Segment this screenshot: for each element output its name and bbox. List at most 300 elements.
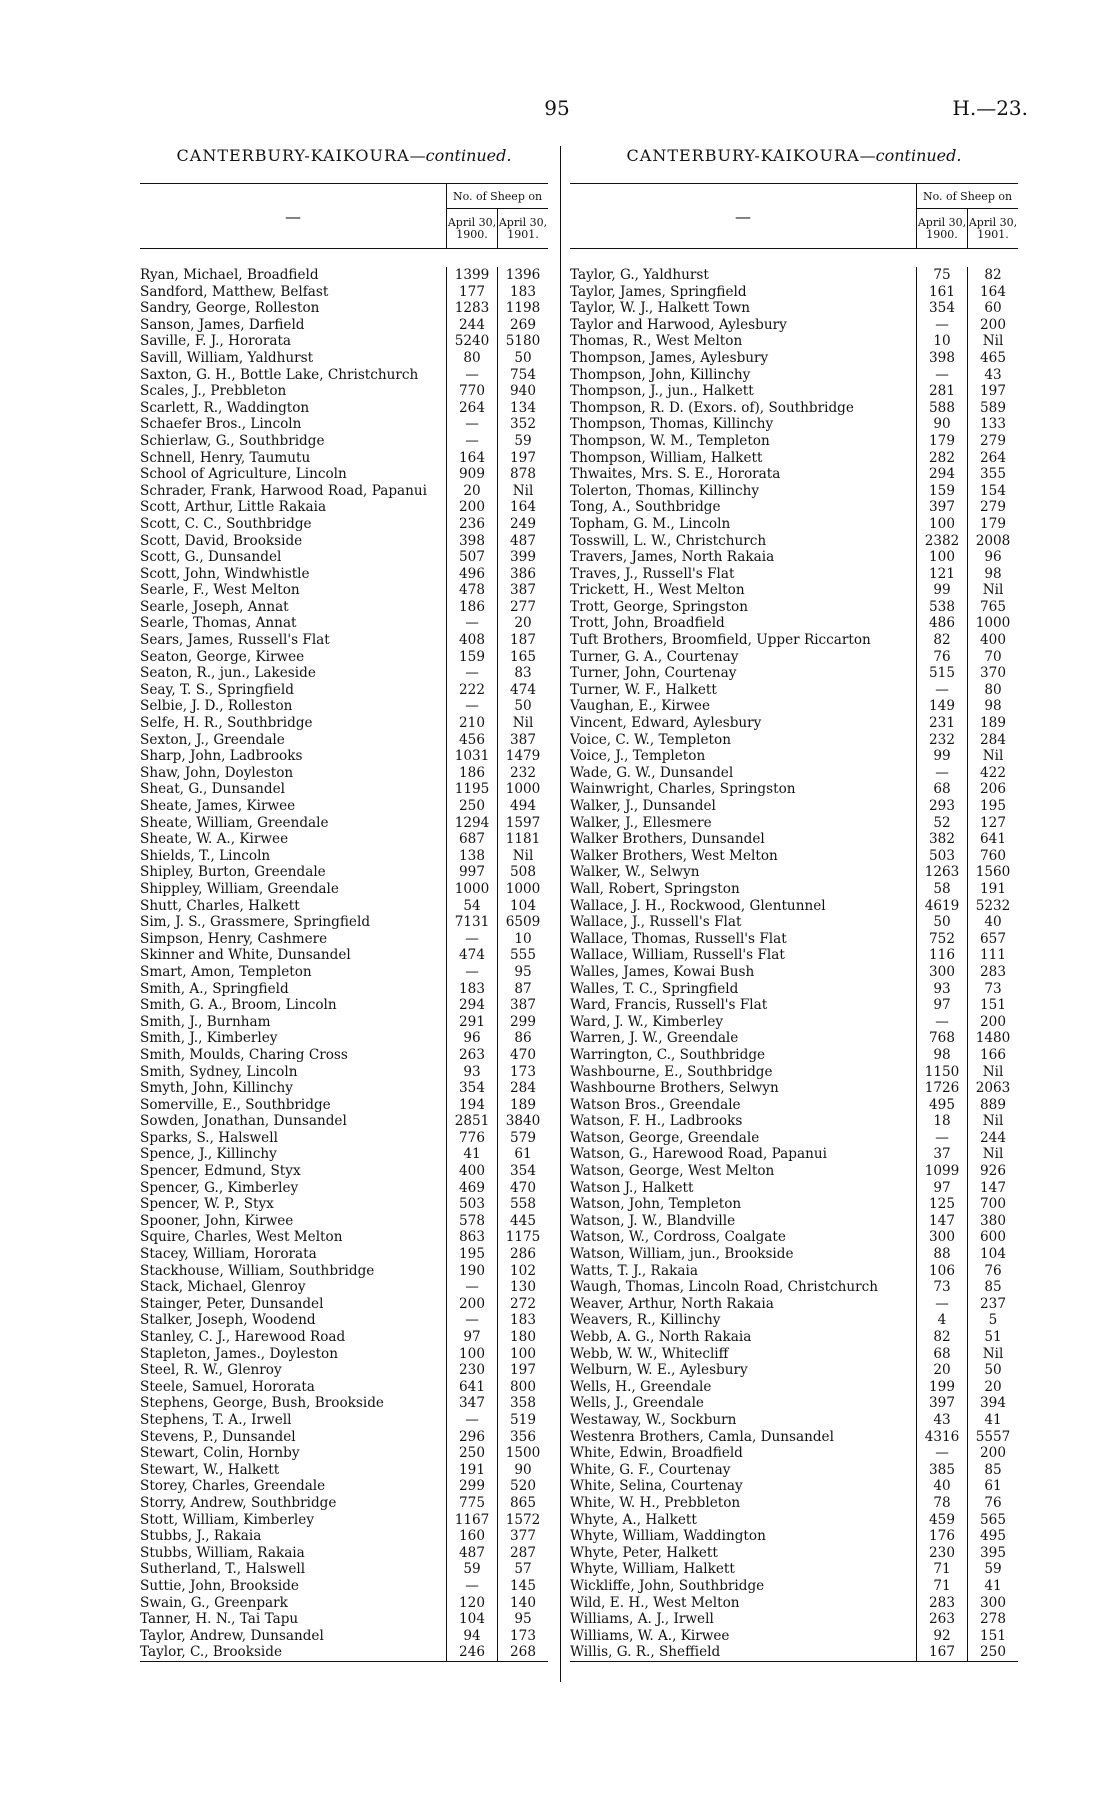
table-row: [570, 848, 1018, 865]
owner-name: Saville, F. J., Hororata: [140, 333, 292, 350]
owner-name: Steele, Samuel, Hororata: [140, 1378, 315, 1395]
owner-name: Walker, J., Ellesmere: [570, 814, 712, 831]
table-row: [570, 1644, 1018, 1661]
table-row: [570, 1113, 1018, 1130]
sheep-1901: 200: [967, 317, 1018, 334]
table-row: [140, 1595, 548, 1612]
sheep-1901: 589: [967, 400, 1018, 417]
sheep-1900: 776: [446, 1130, 497, 1147]
sheep-1901: 495: [967, 1528, 1018, 1545]
sheep-1900: 160: [446, 1528, 497, 1545]
sheep-1900: 37: [916, 1146, 967, 1163]
table-row: [140, 1395, 548, 1412]
sheep-1901: 41: [967, 1412, 1018, 1429]
sheep-1901: 133: [967, 416, 1018, 433]
owner-name: White, W. H., Prebbleton: [570, 1494, 741, 1511]
left-table-header: [140, 183, 548, 249]
table-row: [570, 284, 1018, 301]
owner-name: Tong, A., Southbridge: [570, 499, 721, 516]
owner-name: Wells, J., Greendale: [570, 1395, 704, 1412]
table-row: [140, 1445, 548, 1462]
sheep-1901: 10: [497, 931, 548, 948]
owner-name: Sheat, G., Dunsandel: [140, 781, 285, 798]
owner-name: Wallace, Thomas, Russell's Flat: [570, 930, 787, 947]
owner-name: Scott, Arthur, Little Rakaia: [140, 499, 327, 516]
sheep-1901: 355: [967, 466, 1018, 483]
sheep-1900: 385: [916, 1462, 967, 1479]
sheep-1901: 279: [967, 499, 1018, 516]
sheep-1901: 140: [497, 1595, 548, 1612]
sheep-1900: —: [916, 367, 967, 384]
owner-name: Taylor, C., Brookside: [140, 1644, 283, 1661]
owner-name: Weaver, Arthur, North Rakaia: [570, 1295, 774, 1312]
sheep-1901: 183: [497, 1312, 548, 1329]
right-sheep-header: [916, 184, 1018, 248]
sheep-1900: 54: [446, 898, 497, 915]
owner-name: Whyte, William, Halkett: [570, 1561, 735, 1578]
owner-name: Watson, W., Cordross, Coalgate: [570, 1229, 786, 1246]
sheep-1900: 250: [446, 1445, 497, 1462]
sheep-1901: 565: [967, 1512, 1018, 1529]
owner-name: Spencer, G., Kimberley: [140, 1179, 299, 1196]
table-row: [570, 1429, 1018, 1446]
owner-name: Topham, G. M., Lincoln: [570, 515, 731, 532]
owner-name: Walker Brothers, Dunsandel: [570, 831, 765, 848]
sheep-1900: 997: [446, 864, 497, 881]
sheep-1901: 268: [497, 1644, 548, 1661]
table-row: [570, 1595, 1018, 1612]
sheep-1901: 386: [497, 566, 548, 583]
sheep-1900: —: [446, 1312, 497, 1329]
owner-name: Searle, Joseph, Annat: [140, 598, 289, 615]
sheep-1901: 59: [967, 1561, 1018, 1578]
sheep-1901: 279: [967, 433, 1018, 450]
sheep-1900: 456: [446, 732, 497, 749]
table-row: [570, 931, 1018, 948]
owner-name: Sandford, Matthew, Belfast: [140, 283, 329, 300]
table-row: [140, 798, 548, 815]
owner-name: Shipley, Burton, Greendale: [140, 864, 326, 881]
owner-name: Welburn, W. E., Aylesbury: [570, 1362, 748, 1379]
sheep-1901: 180: [497, 1329, 548, 1346]
sheep-1901: 470: [497, 1047, 548, 1064]
table-row: [570, 947, 1018, 964]
owner-name: Scott, C. C., Southbridge: [140, 515, 312, 532]
owner-name: Storry, Andrew, Southbridge: [140, 1494, 337, 1511]
table-row: [140, 1279, 548, 1296]
table-row: [140, 1462, 548, 1479]
sheep-1901: Nil: [967, 582, 1018, 599]
owner-name: Walker, W., Selwyn: [570, 864, 700, 881]
sheep-1901: 73: [967, 981, 1018, 998]
owner-name: White, G. F., Courtenay: [570, 1461, 731, 1478]
owner-name: Westenra Brothers, Camla, Dunsandel: [570, 1428, 834, 1445]
sheep-1900: 478: [446, 582, 497, 599]
sheep-1900: 164: [446, 450, 497, 467]
table-row: [570, 350, 1018, 367]
table-row: [140, 898, 548, 915]
owner-name: Scarlett, R., Waddington: [140, 399, 310, 416]
owner-name: Walker Brothers, West Melton: [570, 847, 778, 864]
sheep-1900: 263: [916, 1611, 967, 1628]
sheep-1900: 1031: [446, 748, 497, 765]
sheep-1901: 237: [967, 1296, 1018, 1313]
sheep-1901: 61: [497, 1146, 548, 1163]
sheep-1901: 200: [967, 1014, 1018, 1031]
sheep-1900: 244: [446, 317, 497, 334]
table-row: [140, 1512, 548, 1529]
table-row: [570, 533, 1018, 550]
right-header-1900: April 30, 1900.: [917, 215, 967, 241]
owner-name: Tanner, H. N., Tai Tapu: [140, 1611, 299, 1628]
table-row: [140, 1180, 548, 1197]
sheep-1901: 519: [497, 1412, 548, 1429]
table-row: [570, 400, 1018, 417]
table-row: [570, 1528, 1018, 1545]
owner-name: Washbourne, E., Southbridge: [570, 1063, 773, 1080]
sheep-1901: 61: [967, 1478, 1018, 1495]
owner-name: Smith, Sydney, Lincoln: [140, 1063, 298, 1080]
left-sheep-header-title: No. of Sheep on: [447, 184, 548, 209]
sheep-1900: —: [446, 698, 497, 715]
table-row: [140, 383, 548, 400]
sheep-1901: 422: [967, 765, 1018, 782]
sheep-1900: 299: [446, 1478, 497, 1495]
owner-name: Shaw, John, Doyleston: [140, 764, 294, 781]
left-title-text: CANTERBURY-KAIKOURA: [176, 146, 410, 165]
owner-name: Tolerton, Thomas, Killinchy: [570, 482, 760, 499]
table-row: [140, 1495, 548, 1512]
sheep-1900: 97: [916, 997, 967, 1014]
sheep-1901: 926: [967, 1163, 1018, 1180]
sheep-1900: 116: [916, 947, 967, 964]
sheep-1900: 20: [446, 483, 497, 500]
table-row: [140, 317, 548, 334]
owner-name: Smith, Moulds, Charing Cross: [140, 1046, 348, 1063]
sheep-1900: 300: [916, 1229, 967, 1246]
sheep-1901: 395: [967, 1545, 1018, 1562]
sheep-1901: 1479: [497, 748, 548, 765]
sheep-1900: 93: [916, 981, 967, 998]
sheep-1900: 909: [446, 466, 497, 483]
sheep-1900: 159: [446, 649, 497, 666]
table-row: [570, 715, 1018, 732]
sheep-1900: 149: [916, 698, 967, 715]
sheep-1901: 387: [497, 582, 548, 599]
owner-name: Trickett, H., West Melton: [570, 582, 745, 599]
sheep-1901: 380: [967, 1213, 1018, 1230]
sheep-1900: —: [446, 433, 497, 450]
table-row: [570, 1412, 1018, 1429]
table-row: [140, 1263, 548, 1280]
sheep-1900: 125: [916, 1196, 967, 1213]
sheep-1901: 800: [497, 1379, 548, 1396]
sheep-1900: 161: [916, 284, 967, 301]
sheep-1900: 400: [446, 1163, 497, 1180]
sheep-1900: 68: [916, 781, 967, 798]
table-row: [140, 981, 548, 998]
sheep-1900: 7131: [446, 914, 497, 931]
sheep-1900: 5240: [446, 333, 497, 350]
owner-name: Stackhouse, William, Southbridge: [140, 1262, 375, 1279]
sheep-1900: —: [446, 931, 497, 948]
table-row: [570, 549, 1018, 566]
sheep-1901: 487: [497, 533, 548, 550]
table-row: [570, 765, 1018, 782]
sheep-1900: —: [916, 765, 967, 782]
table-row: [140, 748, 548, 765]
sheep-1901: 470: [497, 1180, 548, 1197]
sheep-1901: 183: [497, 284, 548, 301]
sheep-1900: 281: [916, 383, 967, 400]
table-row: [570, 1495, 1018, 1512]
sheep-1900: —: [916, 1014, 967, 1031]
sheep-1900: —: [916, 317, 967, 334]
table-row: [140, 1064, 548, 1081]
sheep-1900: 246: [446, 1644, 497, 1661]
sheep-1900: 73: [916, 1279, 967, 1296]
table-row: [570, 781, 1018, 798]
owner-name: Stephens, T. A., Irwell: [140, 1411, 292, 1428]
owner-name: Savill, William, Yaldhurst: [140, 349, 314, 366]
sheep-1900: 538: [916, 599, 967, 616]
table-row: [570, 1445, 1018, 1462]
sheep-1901: 104: [967, 1246, 1018, 1263]
sheep-1900: 100: [446, 1346, 497, 1363]
table-row: [140, 267, 548, 284]
sheep-1900: 100: [916, 549, 967, 566]
owner-name: Watts, T. J., Rakaia: [570, 1262, 698, 1279]
owner-name: Watson, George, Greendale: [570, 1129, 760, 1146]
table-row: [570, 1064, 1018, 1081]
table-row: [140, 997, 548, 1014]
sheep-1900: 121: [916, 566, 967, 583]
sheep-1901: 354: [497, 1163, 548, 1180]
owner-name: Trott, George, Springston: [570, 598, 748, 615]
sheep-1901: 20: [497, 615, 548, 632]
sheep-1900: 300: [916, 964, 967, 981]
sheep-1901: 164: [497, 499, 548, 516]
sheep-1901: 387: [497, 997, 548, 1014]
sheep-1901: 57: [497, 1561, 548, 1578]
table-row: [140, 1030, 548, 1047]
table-row: [140, 1146, 548, 1163]
owner-name: Scott, G., Dunsandel: [140, 549, 282, 566]
owner-name: Stacey, William, Hororata: [140, 1246, 317, 1263]
table-row: [140, 1246, 548, 1263]
table-row: [140, 947, 548, 964]
owner-name: Selbie, J. D., Rolleston: [140, 698, 293, 715]
sheep-1900: 283: [916, 1595, 967, 1612]
table-row: [140, 599, 548, 616]
sheep-1900: 90: [916, 416, 967, 433]
sheep-1900: —: [446, 964, 497, 981]
table-row: [140, 1362, 548, 1379]
table-row: [570, 1047, 1018, 1064]
sheep-1901: 1198: [497, 300, 548, 317]
table-row: [570, 881, 1018, 898]
table-row: [140, 499, 548, 516]
owner-name: Stapleton, James., Doyleston: [140, 1345, 338, 1362]
sheep-1901: 189: [967, 715, 1018, 732]
sheep-1900: 96: [446, 1030, 497, 1047]
table-row: [140, 1379, 548, 1396]
sheep-1901: 96: [967, 549, 1018, 566]
sheep-1901: 399: [497, 549, 548, 566]
sheep-1900: 82: [916, 1329, 967, 1346]
owner-name: Ward, J. W., Kimberley: [570, 1013, 724, 1030]
sheep-1900: 230: [916, 1545, 967, 1562]
owner-name: Stack, Michael, Glenroy: [140, 1279, 306, 1296]
sheep-1901: 232: [497, 765, 548, 782]
sheep-1900: —: [446, 1412, 497, 1429]
sheep-1901: 358: [497, 1395, 548, 1412]
owner-name: Travers, James, North Rakaia: [570, 549, 775, 566]
sheep-1901: 520: [497, 1478, 548, 1495]
owner-name: Ward, Francis, Russell's Flat: [570, 997, 768, 1014]
table-row: [570, 1329, 1018, 1346]
sheep-1901: 940: [497, 383, 548, 400]
owner-name: Smart, Amon, Templeton: [140, 963, 312, 980]
table-row: [140, 1429, 548, 1446]
table-row: [140, 1478, 548, 1495]
sheep-1901: Nil: [497, 848, 548, 865]
sheep-1900: 293: [916, 798, 967, 815]
owner-name: Stainger, Peter, Dunsandel: [140, 1295, 324, 1312]
table-row: [570, 1478, 1018, 1495]
column-divider: [560, 146, 561, 1682]
sheep-1901: 85: [967, 1462, 1018, 1479]
owner-name: Turner, G. A., Courtenay: [570, 648, 739, 665]
table-row: [570, 997, 1018, 1014]
sheep-1900: 770: [446, 383, 497, 400]
table-row: [140, 732, 548, 749]
sheep-1900: 4316: [916, 1429, 967, 1446]
table-row: [140, 914, 548, 931]
table-row: [570, 698, 1018, 715]
table-row: [140, 1213, 548, 1230]
table-row: [570, 748, 1018, 765]
sheep-1900: 99: [916, 582, 967, 599]
owner-name: White, Selina, Courtenay: [570, 1478, 743, 1495]
table-row: [570, 433, 1018, 450]
sheep-1900: 641: [446, 1379, 497, 1396]
sheep-1901: 1572: [497, 1512, 548, 1529]
sheep-1901: 1560: [967, 864, 1018, 881]
sheep-1900: 104: [446, 1611, 497, 1628]
owner-name: Selfe, H. R., Southbridge: [140, 715, 313, 732]
sheep-1901: 60: [967, 300, 1018, 317]
sheep-1901: Nil: [967, 333, 1018, 350]
owner-name: Westaway, W., Sockburn: [570, 1411, 737, 1428]
sheep-1900: 18: [916, 1113, 967, 1130]
sheep-1900: 250: [446, 798, 497, 815]
sheep-1901: 70: [967, 649, 1018, 666]
sheep-1901: 127: [967, 815, 1018, 832]
sheep-1901: Nil: [497, 483, 548, 500]
owner-name: Williams, W. A., Kirwee: [570, 1627, 730, 1644]
sheep-1900: 236: [446, 516, 497, 533]
sheep-1901: 356: [497, 1429, 548, 1446]
owner-name: Shields, T., Lincoln: [140, 847, 271, 864]
owner-name: Scott, John, Windwhistle: [140, 565, 310, 582]
table-row: [570, 450, 1018, 467]
owner-name: Wallace, J., Russell's Flat: [570, 914, 742, 931]
sheep-1900: —: [446, 1578, 497, 1595]
sheep-1900: —: [446, 615, 497, 632]
sheep-1901: 82: [967, 267, 1018, 284]
table-row: [570, 1346, 1018, 1363]
owner-name: Willis, G. R., Sheffield: [570, 1644, 721, 1661]
table-row: [140, 450, 548, 467]
table-row: [570, 815, 1018, 832]
sheep-1900: 687: [446, 831, 497, 848]
owner-name: Thompson, Thomas, Killinchy: [570, 416, 774, 433]
owner-name: Voice, C. W., Templeton: [570, 731, 731, 748]
sheep-1901: 269: [497, 317, 548, 334]
sheep-1900: 80: [446, 350, 497, 367]
owner-name: Stubbs, William, Rakaia: [140, 1544, 305, 1561]
table-row: [570, 599, 1018, 616]
sheep-1901: 206: [967, 781, 1018, 798]
sheep-1900: 231: [916, 715, 967, 732]
sheep-1900: —: [446, 367, 497, 384]
table-row: [570, 317, 1018, 334]
sheep-1901: Nil: [967, 1346, 1018, 1363]
left-header-1901: April 30, 1901.: [497, 209, 548, 248]
owner-name: Vaughan, E., Kirwee: [570, 698, 710, 715]
sheep-1901: 370: [967, 665, 1018, 682]
table-row: [140, 433, 548, 450]
sheep-1901: 2063: [967, 1080, 1018, 1097]
table-row: [570, 682, 1018, 699]
sheep-1901: 889: [967, 1097, 1018, 1114]
sheep-1901: Nil: [967, 1064, 1018, 1081]
sheep-1901: 76: [967, 1495, 1018, 1512]
owner-name: Traves, J., Russell's Flat: [570, 565, 735, 582]
table-row: [140, 649, 548, 666]
left-continued-text: —continued.: [409, 146, 512, 165]
right-header-1901: April 30, 1901.: [967, 209, 1018, 248]
right-sheep-header-title: No. of Sheep on: [917, 184, 1018, 209]
sheep-1900: 4619: [916, 898, 967, 915]
right-column: [570, 146, 1018, 1662]
sheep-1900: 43: [916, 1412, 967, 1429]
owner-name: Smith, G. A., Broom, Lincoln: [140, 997, 337, 1014]
sheep-1901: 5180: [497, 333, 548, 350]
table-row: [140, 815, 548, 832]
sheep-1901: 189: [497, 1097, 548, 1114]
owner-name: Wild, E. H., West Melton: [570, 1594, 740, 1611]
owner-name: Seaton, R., jun., Lakeside: [140, 665, 316, 682]
sheep-1901: 352: [497, 416, 548, 433]
table-row: [140, 483, 548, 500]
table-row: [570, 1030, 1018, 1047]
sheep-1901: 300: [967, 1595, 1018, 1612]
sheep-1900: 76: [916, 649, 967, 666]
table-row: [570, 1014, 1018, 1031]
owner-name: Trott, John, Broadfield: [570, 615, 725, 632]
owner-name: Schaefer Bros., Lincoln: [140, 416, 302, 433]
left-name-header: —: [285, 206, 301, 226]
sheep-1900: 159: [916, 483, 967, 500]
table-row: [140, 466, 548, 483]
sheep-1900: —: [916, 1296, 967, 1313]
owner-name: Sowden, Jonathan, Dunsandel: [140, 1113, 347, 1130]
table-row: [570, 333, 1018, 350]
owner-name: Stewart, Colin, Hornby: [140, 1445, 300, 1462]
right-table-header: [570, 183, 1018, 249]
